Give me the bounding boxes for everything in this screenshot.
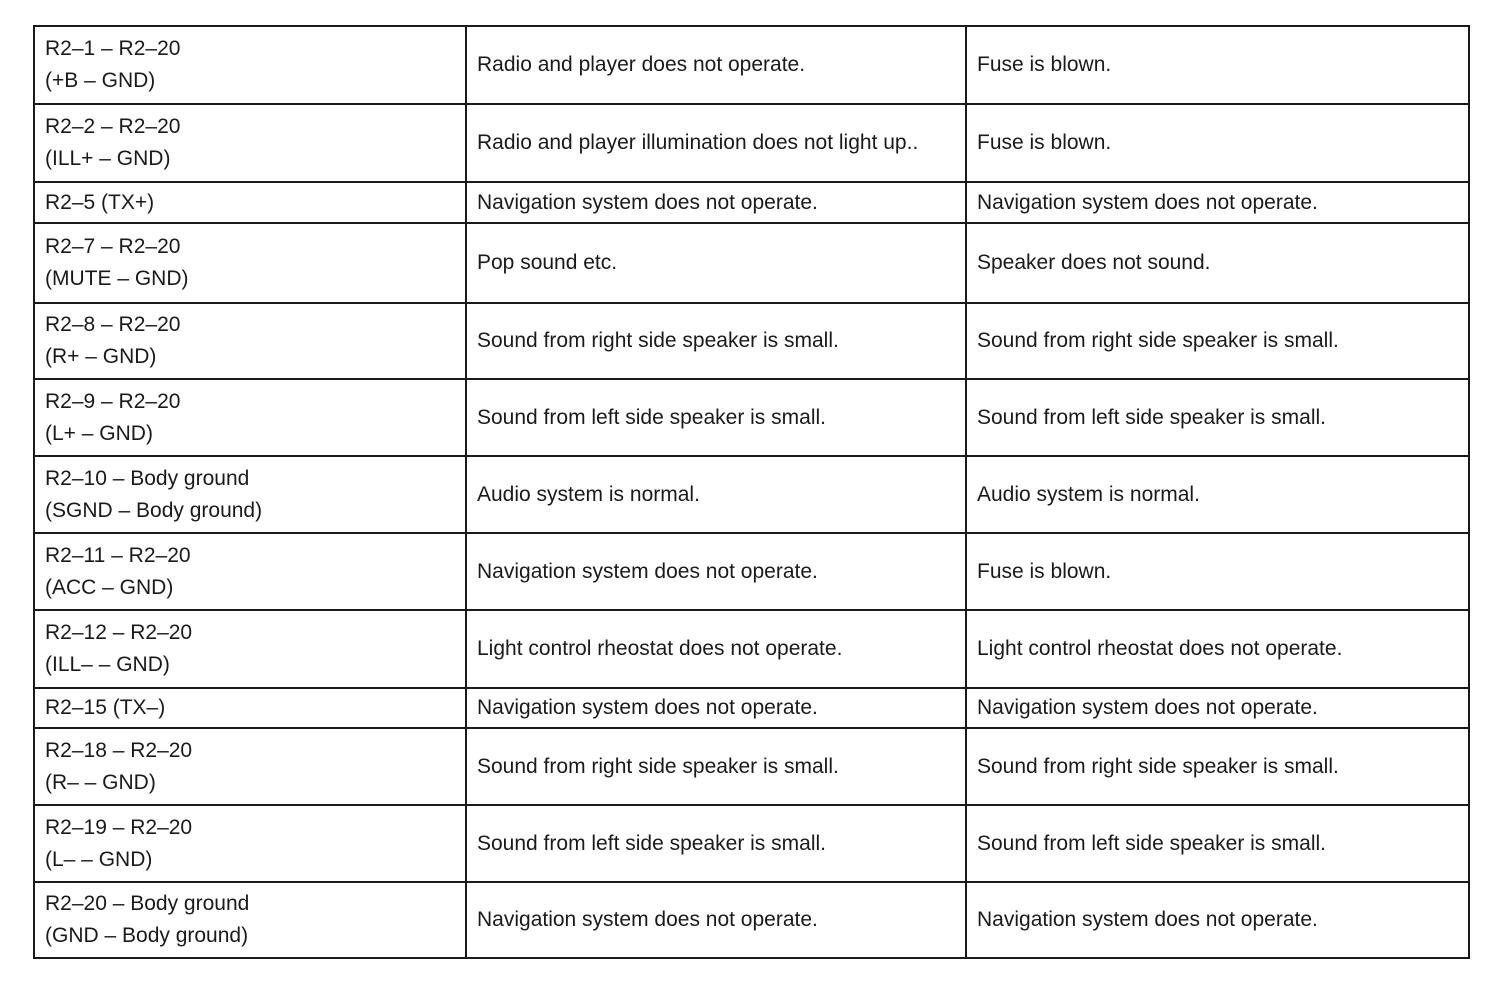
symptom-cell: Navigation system does not operate. <box>466 182 966 223</box>
table-row <box>34 303 1469 379</box>
symptom-cell: Sound from left side speaker is small. <box>466 805 966 882</box>
result-cell: Light control rheostat does not operate. <box>966 610 1469 688</box>
table-row <box>34 223 1469 303</box>
symptom-cell: Navigation system does not operate. <box>466 688 966 728</box>
terminal-connection: R2–5 (TX+) <box>45 190 155 214</box>
result-cell: Sound from right side speaker is small. <box>966 303 1469 379</box>
table-row <box>34 26 1469 104</box>
result-cell: Navigation system does not operate. <box>966 882 1469 958</box>
table-row <box>34 688 1469 728</box>
terminal-connection: R2–10 – Body ground <box>45 466 250 490</box>
result-cell: Sound from right side speaker is small. <box>966 728 1469 805</box>
terminal-cell <box>34 805 466 882</box>
result-cell: Fuse is blown. <box>966 104 1469 182</box>
terminal-cell <box>34 379 466 456</box>
symptom-cell: Navigation system does not operate. <box>466 533 966 610</box>
symptom-cell: Radio and player illumination does not light up.. <box>466 104 966 182</box>
terminal-connection: R2–15 (TX–) <box>45 696 166 719</box>
terminal-cell <box>34 728 466 805</box>
terminal-cell <box>34 882 466 958</box>
symptom-cell: Navigation system does not operate. <box>466 882 966 958</box>
terminal-connection: R2–18 – R2–20 <box>45 738 193 762</box>
terminal-cell <box>34 688 466 728</box>
symptom-cell: Sound from right side speaker is small. <box>466 303 966 379</box>
terminal-cell <box>34 26 466 104</box>
terminal-connection: R2–11 – R2–20 <box>45 543 191 567</box>
result-cell: Fuse is blown. <box>966 26 1469 104</box>
result-cell: Fuse is blown. <box>966 533 1469 610</box>
result-cell: Audio system is normal. <box>966 456 1469 533</box>
symptom-cell: Audio system is normal. <box>466 456 966 533</box>
terminal-cell <box>34 456 466 533</box>
terminal-connection: R2–20 – Body ground <box>45 892 250 915</box>
symptom-cell: Sound from left side speaker is small. <box>466 379 966 456</box>
terminal-signal: (ILL– – GND) <box>45 653 170 676</box>
terminal-cell <box>34 182 466 223</box>
terminal-signal: (L+ – GND) <box>45 421 153 445</box>
terminal-signal: (ACC – GND) <box>45 575 174 599</box>
terminal-connection: R2–19 – R2–20 <box>45 815 193 839</box>
terminal-connection: R2–8 – R2–20 <box>45 313 181 336</box>
terminal-connection: R2–7 – R2–20 <box>45 235 181 258</box>
table-row <box>34 533 1469 610</box>
symptom-cell: Sound from right side speaker is small. <box>466 728 966 805</box>
terminal-connection: R2–12 – R2–20 <box>45 621 193 644</box>
result-cell: Navigation system does not operate. <box>966 182 1469 223</box>
terminal-signal: (ILL+ – GND) <box>45 147 171 170</box>
terminal-connection: R2–9 – R2–20 <box>45 389 181 413</box>
terminal-signal: (R– – GND) <box>45 770 156 794</box>
table-row <box>34 610 1469 688</box>
terminal-check-table <box>33 25 1470 959</box>
terminal-signal: (+B – GND) <box>45 69 156 92</box>
table-row <box>34 728 1469 805</box>
table-row <box>34 182 1469 223</box>
table-body <box>34 26 1469 958</box>
symptom-cell: Light control rheostat does not operate. <box>466 610 966 688</box>
result-cell: Sound from left side speaker is small. <box>966 379 1469 456</box>
symptom-cell: Radio and player does not operate. <box>466 26 966 104</box>
terminal-signal: (GND – Body ground) <box>45 924 249 947</box>
terminal-connection: R2–1 – R2–20 <box>45 37 181 60</box>
result-cell: Speaker does not sound. <box>966 223 1469 303</box>
terminal-cell <box>34 610 466 688</box>
terminal-signal: (L– – GND) <box>45 847 153 871</box>
terminal-cell <box>34 303 466 379</box>
terminal-signal: (R+ – GND) <box>45 345 157 368</box>
terminal-connection: R2–2 – R2–20 <box>45 115 181 138</box>
table-row <box>34 882 1469 958</box>
table-row <box>34 379 1469 456</box>
table-row <box>34 805 1469 882</box>
table-row <box>34 456 1469 533</box>
result-cell: Sound from left side speaker is small. <box>966 805 1469 882</box>
terminal-cell <box>34 223 466 303</box>
terminal-cell <box>34 533 466 610</box>
terminal-cell <box>34 104 466 182</box>
result-cell: Navigation system does not operate. <box>966 688 1469 728</box>
table-row <box>34 104 1469 182</box>
terminal-signal: (MUTE – GND) <box>45 267 189 290</box>
symptom-cell: Pop sound etc. <box>466 223 966 303</box>
terminal-check-table-container <box>33 25 1468 959</box>
terminal-signal: (SGND – Body ground) <box>45 498 263 522</box>
